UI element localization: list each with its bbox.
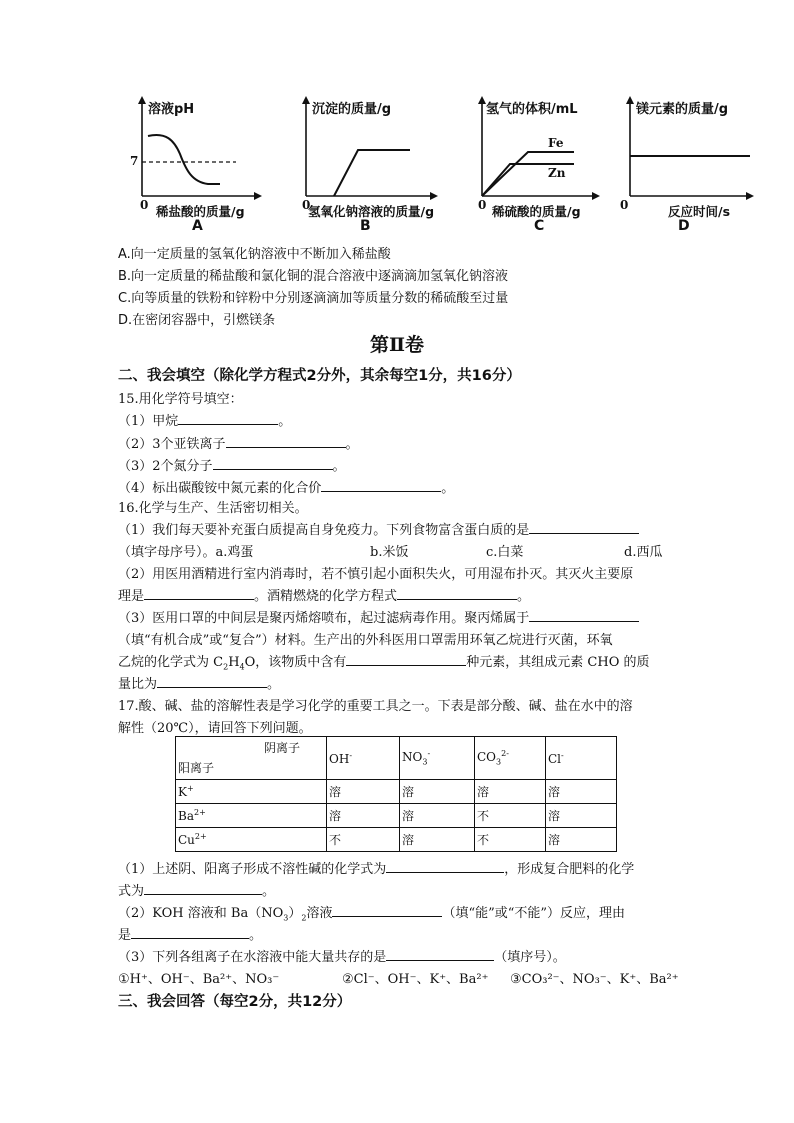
precipitate-line	[334, 150, 410, 196]
fe-label: Fe	[548, 136, 564, 150]
anion-header: $NO_3^-$	[400, 737, 475, 780]
answer-blank[interactable]	[157, 675, 267, 688]
graph-b	[282, 92, 450, 242]
q16-stem: 16.化学与生产、生活密切相关。	[118, 501, 308, 516]
graph-a-tick7: 7	[130, 154, 139, 168]
answer-blank[interactable]	[529, 609, 639, 622]
zn-label: Zn	[548, 166, 566, 180]
graph-a-letter: A	[192, 218, 203, 234]
answer-blank[interactable]	[131, 926, 249, 939]
answer-blank[interactable]	[397, 587, 517, 600]
graph-d-origin: 0	[620, 198, 629, 212]
q17-options: ①H⁺、OH⁻、Ba²⁺、NO₃⁻ ②Cl⁻、OH⁻、K⁺、Ba²⁺ ③CO₃²⁻、NO₃⁻、K⁺、Ba²⁺	[118, 972, 679, 987]
answer-blank[interactable]	[529, 521, 639, 534]
section-3-heading: 三、我会回答（每空2分，共12分）	[118, 994, 352, 1010]
anion-header: Cl-	[546, 737, 617, 780]
graph-a	[118, 92, 278, 242]
q15-item-1: （1）甲烷 。	[118, 414, 292, 429]
graph-a-ylabel: 溶液pH	[148, 102, 195, 117]
graph-c-ylabel: 氢气的体积/mL	[486, 102, 578, 117]
graph-b-xlabel: 氢氧化钠溶液的质量/g	[308, 204, 435, 219]
graph-d-ylabel: 镁元素的质量/g	[636, 102, 729, 117]
graph-b-origin: 0	[302, 198, 311, 212]
answer-blank[interactable]	[321, 479, 441, 492]
table-corner-cell: 阴离子 阳离子	[176, 737, 327, 780]
graph-d	[614, 92, 774, 242]
answer-blank[interactable]	[386, 948, 494, 961]
answer-blank[interactable]	[144, 587, 254, 600]
option-c: C.向等质量的铁粉和锌粉中分别逐滴滴加等质量分数的稀硫酸至过量	[118, 291, 509, 306]
q17-stem-1: 17.酸、碱、盐的溶解性表是学习化学的重要工具之一。下表是部分酸、碱、盐在水中的溶	[118, 699, 633, 714]
cation-cell: $Cu^{2+}$	[176, 828, 327, 852]
graph-d-xlabel: 反应时间/s	[668, 204, 731, 219]
q16-p2-cont: 理是 。酒精燃烧的化学方程式 。	[118, 589, 531, 604]
q17-stem-2: 解性（20℃），请回答下列问题。	[118, 721, 312, 736]
graph-a-xlabel: 稀盐酸的质量/g	[156, 204, 245, 219]
answer-blank[interactable]	[226, 435, 346, 448]
graph-b-ylabel: 沉淀的质量/g	[312, 102, 392, 117]
answer-blank[interactable]	[144, 882, 262, 895]
anion-header: OH-	[327, 737, 400, 780]
section-2-heading: 二、我会填空（除化学方程式2分外，其余每空1分，共16分）	[118, 368, 521, 384]
answer-blank[interactable]	[178, 412, 278, 425]
graph-c-origin: 0	[478, 198, 487, 212]
q17-p2-cont: 是 。	[118, 928, 263, 943]
table-row: $Ba^{2+}$ 溶 溶 不 溶	[176, 804, 617, 828]
graph-a-origin: 0	[140, 198, 149, 212]
table-row: K+ 溶 溶 溶 溶	[176, 780, 617, 804]
graph-c-letter: C	[534, 218, 545, 234]
q16-p1: （1）我们每天要补充蛋白质提高自身免疫力。下列食物富含蛋白质的是	[118, 519, 639, 538]
graph-c-xlabel: 稀硫酸的质量/g	[492, 204, 581, 219]
q17-p3: （3）下列各组离子在水溶液中能大量共存的是 （填序号）。	[118, 950, 566, 965]
q16-p3-ratio: 量比为 。	[118, 677, 281, 692]
anion-header: $CO_3^{2-}$	[475, 737, 546, 780]
cation-cell: K+	[176, 780, 327, 804]
q16-p3: （3）医用口罩的中间层是聚丙烯熔喷布，起过滤病毒作用。聚丙烯属于	[118, 607, 639, 626]
option-a: A.向一定质量的氢氧化钠溶液中不断加入稀盐酸	[118, 247, 391, 262]
q17-p1: （1）上述阴、阳离子形成不溶性碱的化学式为 ，形成复合肥料的化学	[118, 862, 635, 877]
q16-p1-options: （填字母序号）。a.鸡蛋 b.米饭 c.白菜 d.西瓜	[118, 545, 663, 560]
graph-d-letter: D	[678, 218, 690, 234]
answer-blank[interactable]	[332, 904, 442, 917]
q15-item-2: （2）3个亚铁离子 。	[118, 437, 359, 452]
q17-p2: （2）KOH 溶液和 $Ba(NO_3)_2$溶液 （填“能”或“不能”）反应，理由	[118, 906, 626, 923]
cation-cell: $Ba^{2+}$	[176, 804, 327, 828]
q16-p3-cont: （填“有机合成”或“复合”）材料。生产出的外科医用口罩需用环氧乙烷进行灭菌，环氧	[118, 633, 613, 648]
q15-item-4: （4）标出碳酸铵中氮元素的化合价 。	[118, 481, 455, 496]
option-d: D.在密闭容器中，引燃镁条	[118, 313, 276, 328]
q15-item-3: （3）2个氮分子 。	[118, 459, 346, 474]
solubility-table	[175, 736, 617, 852]
q16-p3-formula: 乙烷的化学式为 $C_2H_4O$，该物质中含有 种元素，其组成元素 CHO 的质	[118, 655, 650, 672]
ph-curve	[148, 135, 220, 184]
answer-blank[interactable]	[213, 457, 333, 470]
q16-p2: （2）用医用酒精进行室内消毒时，若不慎引起小面积失火，可用湿布扑灭。其灭火主要原	[118, 567, 634, 582]
q15-stem: 15.用化学符号填空：	[118, 392, 243, 407]
option-b: B.向一定质量的稀盐酸和氯化铜的混合溶液中逐滴滴加氢氧化钠溶液	[118, 269, 509, 284]
q17-p1-cont: 式为 。	[118, 884, 276, 899]
graph-b-letter: B	[360, 218, 371, 234]
graph-c	[456, 92, 616, 242]
answer-blank[interactable]	[346, 653, 466, 666]
answer-blank[interactable]	[386, 860, 504, 873]
volume-title: 第Ⅱ卷	[369, 334, 424, 356]
table-row: $Cu^{2+}$ 不 溶 不 溶	[176, 828, 617, 852]
